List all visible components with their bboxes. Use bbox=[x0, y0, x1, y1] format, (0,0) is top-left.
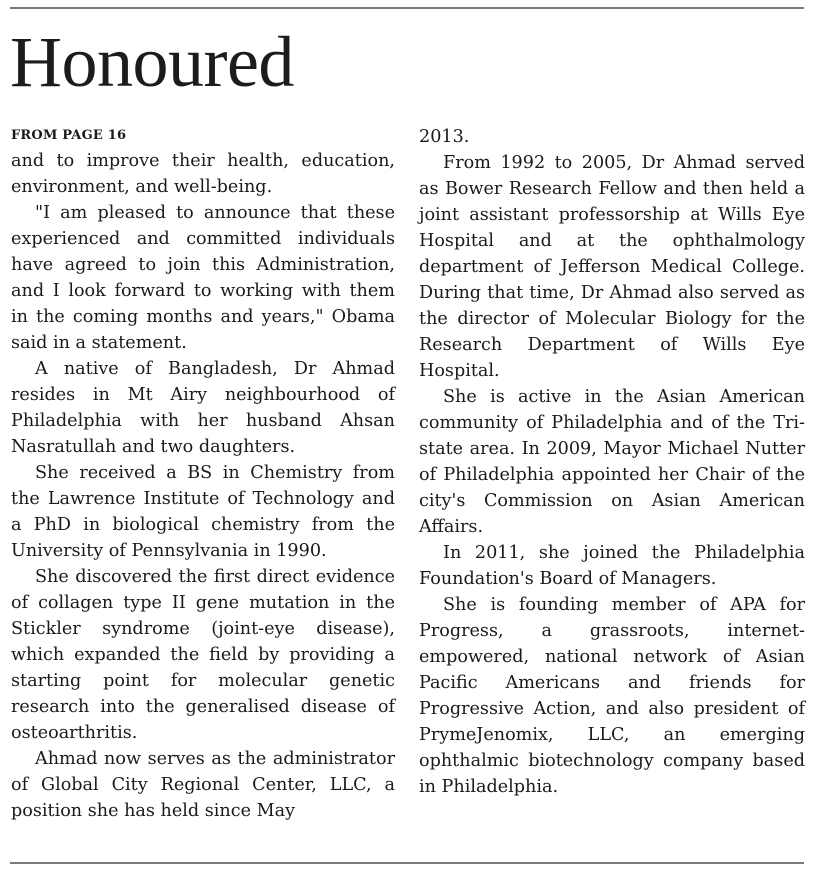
paragraph: She received a BS in Chemistry from the Lawrence Institute of Technology and a PhD in biological chemistry from the University of Pennsylvania in 1990. bbox=[11, 463, 395, 561]
continuation-kicker: FROM PAGE 16 bbox=[11, 128, 127, 143]
paragraph: A native of Bangladesh, Dr Ahmad resides in Mt Airy neighbourhood of Philadelphia with her husband Ahsan Nasratullah and two daughters. bbox=[11, 359, 395, 457]
top-rule bbox=[10, 7, 804, 9]
paragraph: Ahmad now serves as the administrator of Global City Regional Center, LLC, a position she has held since May bbox=[11, 749, 395, 821]
paragraph: From 1992 to 2005, Dr Ahmad served as Bower Research Fellow and then held a joint assistant professorship at Wills Eye Hospital and at the ophthalmology department of Jefferson Medical College. During that time, Dr Ahmad also served as the director of Molecular Biology for the Research Department of Wills Eye Hospital. bbox=[419, 153, 805, 381]
bottom-rule bbox=[10, 862, 804, 864]
paragraph: In 2011, she joined the Philadelphia Foundation's Board of Managers. bbox=[419, 543, 805, 589]
paragraph: She is active in the Asian American community of Philadelphia and of the Tri-state area. In 2009, Mayor Michael Nutter of Philadelphia appointed her Chair of the city's Commission on Asian American Affairs. bbox=[419, 387, 805, 537]
paragraph: "I am pleased to announce that these experienced and committed individuals have agreed to join this Administration, and I look forward to working with them in the coming months and years," Obama said in a statement. bbox=[11, 203, 395, 353]
paragraph: and to improve their health, education, environment, and well-being. bbox=[11, 151, 395, 197]
paragraph: 2013. bbox=[419, 127, 470, 147]
paragraph: She is founding member of APA for Progress, a grassroots, internet-empowered, national network of Asian Pacific Americans and friends for Progressive Action, and also president of PrymeJenomix, LLC, an emerging ophthalmic biotechnology company based in Philadelphia. bbox=[419, 595, 805, 797]
left-column bbox=[11, 124, 395, 824]
headline: Honoured bbox=[10, 22, 294, 102]
right-column bbox=[419, 124, 805, 800]
paragraph: She discovered the first direct evidence of collagen type II gene mutation in the Stickler syndrome (joint-eye disease), which expanded the field by providing a starting point for molecular genetic research into the generalised disease of osteoarthritis. bbox=[11, 567, 395, 743]
